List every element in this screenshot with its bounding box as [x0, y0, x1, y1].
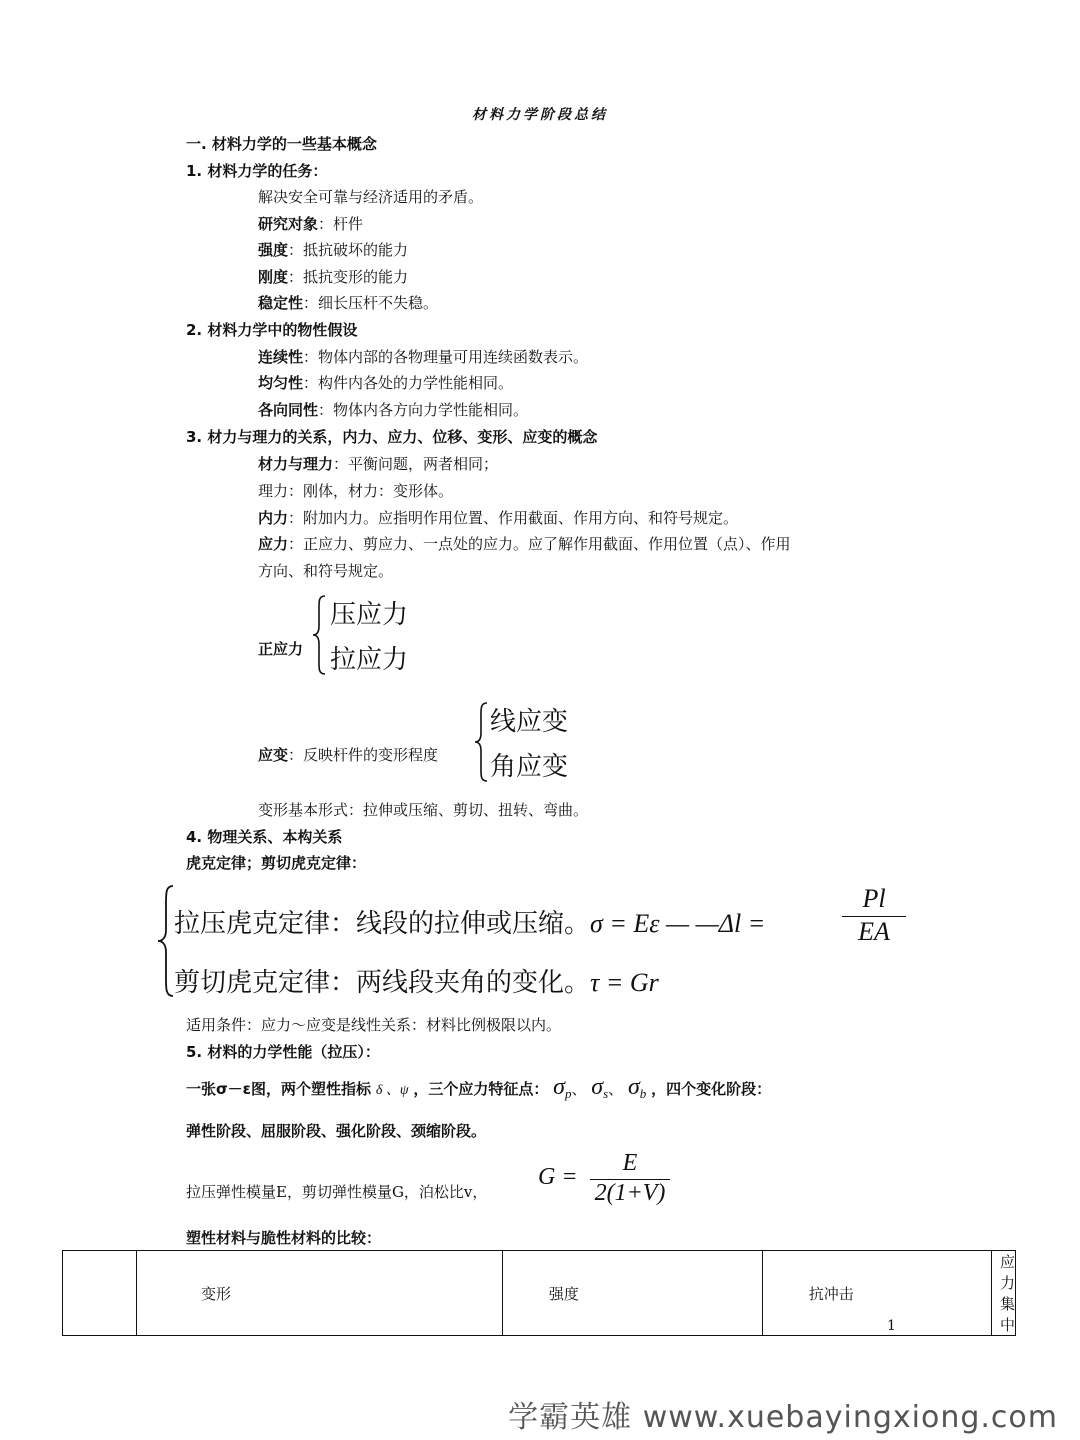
normal-stress-label: 正应力 — [258, 640, 304, 658]
definition-relation: 材力与理力：平衡问题，两者相同； — [258, 455, 499, 473]
definition-continuity: 连续性：物体内部的各物理量可用连续函数表示。 — [258, 348, 589, 366]
watermark-footer: 学霸英雄 www.xuebayingxiong.com — [508, 1400, 1058, 1435]
paragraph: 变形基本形式：拉伸或压缩、剪切、扭转、弯曲。 — [258, 801, 589, 819]
comparison-table — [62, 1250, 1016, 1336]
mechanical-properties-line: 一张σ－ε图，两个塑性指标 δ 、ψ ，三个应力特征点： $\sigma_p$、 $\sigma_s$、 $\sigma_b$ ，四个变化阶段： — [186, 1074, 772, 1101]
brace-icon — [474, 701, 490, 783]
fraction-denominator: 2(1+V) — [594, 1180, 666, 1206]
subsection-heading: 4. 物理关系、本构关系 — [186, 828, 343, 846]
subsection-heading: 1. 材料力学的任务： — [186, 162, 328, 180]
definition-stress: 应力：正应力、剪应力、一点处的应力。应了解作用截面、作用位置（点）、作用 — [258, 535, 791, 553]
normal-stress-item: 拉应力 — [330, 645, 409, 675]
paragraph: 解决安全可靠与经济适用的矛盾。 — [258, 188, 484, 206]
table-header-cell: 变形 — [137, 1251, 503, 1336]
normal-stress-item: 压应力 — [330, 600, 409, 630]
brace-icon — [312, 594, 328, 676]
hooke-heading: 虎克定律；剪切虎克定律： — [186, 854, 367, 872]
section-heading: 一. 材料力学的一些基本概念 — [186, 135, 377, 153]
formula-lhs: G = — [538, 1164, 578, 1190]
fraction-numerator: Pl — [862, 884, 886, 913]
page-number: 1 — [887, 1318, 896, 1334]
table-header-cell: 应力集中 — [991, 1251, 1015, 1336]
subsection-heading: 3. 材力与理力的关系，内力、应力、位移、变形、应变的概念 — [186, 428, 598, 446]
strain-item: 角应变 — [490, 752, 569, 782]
paragraph: 适用条件：应力～应变是线性关系：材料比例极限以内。 — [186, 1016, 562, 1034]
definition-isotropy: 各向同性：物体内各方向力学性能相同。 — [258, 401, 529, 419]
table-row — [63, 1251, 1016, 1336]
definition-homogeneity: 均匀性：构件内各处的力学性能相同。 — [258, 374, 514, 392]
paragraph: 方向、和符号规定。 — [258, 562, 394, 580]
subsection-heading: 5. 材料的力学性能（拉压）： — [186, 1043, 380, 1061]
hooke-law-shear: 剪切虎克定律：两线段夹角的变化。τ = Gr — [174, 968, 659, 998]
paragraph: 弹性阶段、屈服阶段、强化阶段、颈缩阶段。 — [186, 1122, 487, 1140]
fraction — [842, 884, 906, 947]
subsection-heading: 2. 材料力学中的物性假设 — [186, 321, 358, 339]
fraction-numerator: E — [622, 1150, 638, 1176]
table-header-cell — [63, 1251, 137, 1336]
document-title: 材料力学阶段总结 — [472, 107, 608, 123]
hooke-law-tension: 拉压虎克定律：线段的拉伸或压缩。σ = Eε — —Δl = — [174, 909, 766, 939]
definition-strain: 应变：反映杆件的变形程度 — [258, 746, 439, 764]
table-header-cell: 抗冲击 — [762, 1251, 991, 1336]
paragraph: 理力：刚体，材力：变形体。 — [258, 482, 454, 500]
brace-icon — [156, 884, 176, 998]
definition-strength: 强度：抵抗破坏的能力 — [258, 241, 409, 259]
definition-rigidity: 刚度：抵抗变形的能力 — [258, 268, 409, 286]
fraction — [590, 1150, 670, 1207]
definition-object: 研究对象：杆件 — [258, 215, 364, 233]
table-header-cell: 强度 — [502, 1251, 762, 1336]
moduli-text: 拉压弹性模量E，剪切弹性模量G，泊松比v， — [186, 1183, 488, 1201]
definition-internal-force: 内力：附加内力。应指明作用位置、作用截面、作用方向、和符号规定。 — [258, 509, 739, 527]
fraction-denominator: EA — [858, 917, 890, 946]
strain-item: 线应变 — [490, 707, 569, 737]
compare-heading: 塑性材料与脆性材料的比较： — [186, 1229, 382, 1247]
definition-stability: 稳定性：细长压杆不失稳。 — [258, 294, 439, 312]
